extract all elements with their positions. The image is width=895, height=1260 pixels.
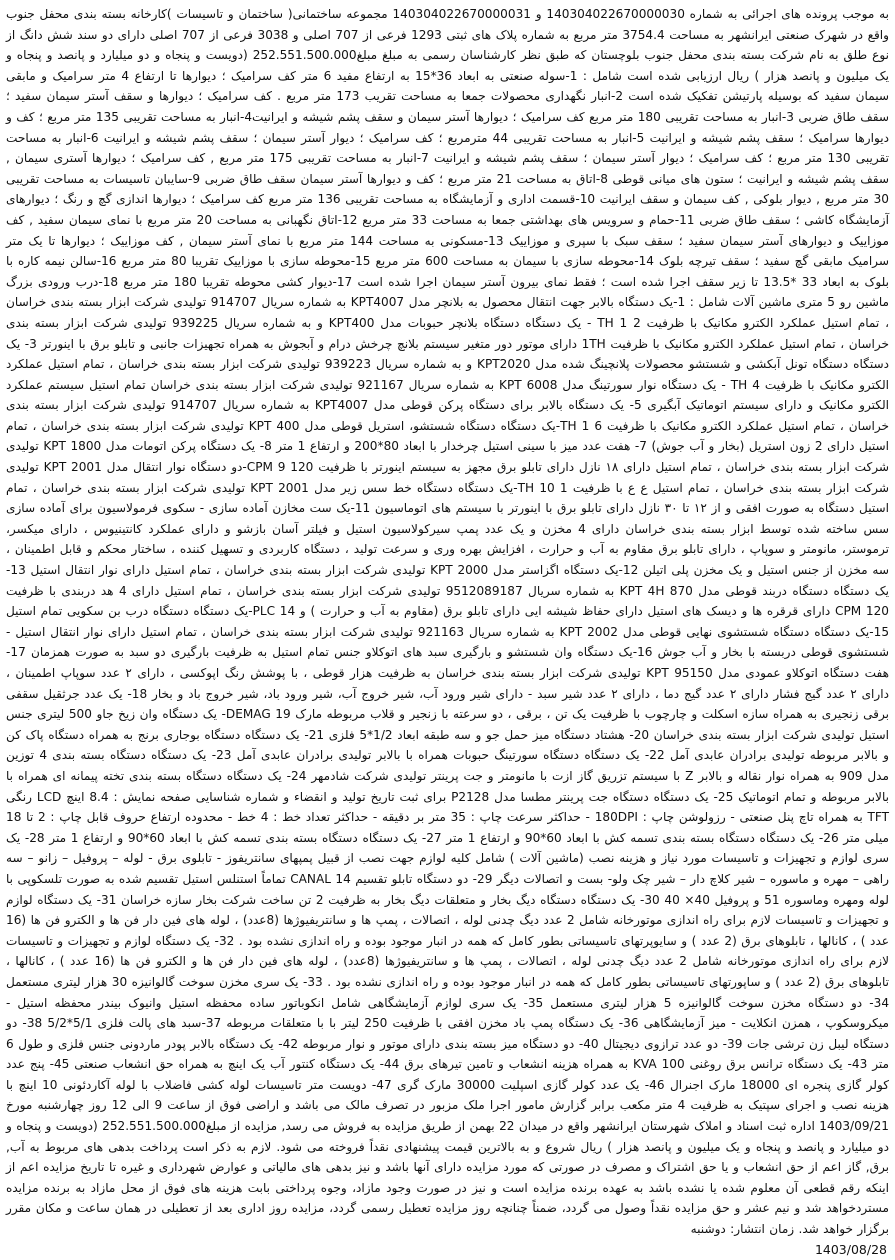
publication-date: 1403/08/28 [814,1241,887,1257]
auction-notice-text: به موجب پرونده های اجرائی به شماره 140304022670000030 و 140304022670000031 مجموعه ساختمانی( ساختمان و تاسیسات )کارخانه بسته بندی محفل جنوب واقع در شهرک صنعتی ایرانشهر به مساحت 3754.4 متر مربع به شماره پلاک های ثبتی 1293 فرعی از 707 اصلی و 3038 فرعی از 707 اصلی دارای دو سند شش دانگ از نوع طلق به نام شرکت بسته بندی محفل جنوب بلوچستان که طبق نظر کارشناسان رسمی به مبلغ مبلغ252.551.500.000 (دویست و پنجاه و دو میلیارد و پانصد و پنجاه و یک میلیون و پانصد هزار ) ریال ارزیابی شده است شامل : 1-سوله صنعتی به ابعاد 36*15 به ارتفاع مفید 6 متر کف سرامیک ؛ دیوارها تا ارتفاع 4 متر سرامیک و مابقی سیمان سفید که بوسیله پارتیشن تفکیک شده است 2-انبار نگهداری محصولات جمعا به مساحت تقریب 173 متر مربع . کف سرامیک ؛ دیوارها و سقف آستر سیمان سفید ؛ سقف طاق ضربی 3-انبار به مساحت تقریبی 180 متر مربع کف سرامیک ؛ دیوارها آستر سیمان و سقف پشم شیشه و ایرانیت4-انبار به مساحت تقریبی 135 متر مربع ؛ کف و دیوارها سرامیک ؛ سقف پشم شیشه و ایرانیت 5-انبار به مساحت تقریبی 44 مترمربع ؛ کف سرامیک ؛ دیوار آستر سیمان ؛ سقف پشم شیشه و ایرانیت 6-انبار به مساحت تقریبی 130 متر مربع ؛ کف سرامیک ؛ دیوار آستر سیمان ؛ سقف پشم شیشه و ایرانیت 7-انبار به مساحت تقریبی 175 متر مربع , کف سرامیک ؛ دیوارها آستری سیمان , سقف پشم شیشه و ایرانیت ؛ ستون های میانی قوطی 8-اتاق به مساحت 21 متر مربع ؛ کف و دیوارها آستر سیمان سقف طاق ضربی 9-سایبان تاسیسات به مساحت تقریبی 30 متر مربع , دیوار بلوکی , کف سیمان و سقف ایرانیت 10-قسمت اداری و آزمایشگاه به مساحت تقریبی 136 متر مربع کف سرامیک ؛ دیوارها اندازی گچ و رنگ ؛ دیوارهای آزمایشگاه کاشی ؛ سقف طاق ضربی 11-حمام و سرویس های بهداشتی جمعا به مساحت 33 متر مربع 12-اتاق نگهبانی به مساحت 20 متر مربع با نمای سیمان سفید , کف موزاییک و دیوارهای آستر سیمان سفید ؛ سقف سبک با سپری و موزاییک 13-مسکونی به مساحت 144 متر مربع با نمای آستر سیمان , کف موزاییک ؛ دیوارها تا یک متر سرامیک مابقی گچ سفید ؛ سقف تیرچه بلوک 14-محوطه سازی با سیمان به مساحت 600 متر مربع 15-محوطه سازی با موزاییک تقریبا 80 متر مربع 16-سالن نیمه کاره با بلوک به ابعاد 33 *13.5 تا زیر سقف اجرا شده است ؛ فقط نمای بیرون آستر سیمان اجرا شده است 17-دیوار کشی محوطه تقریبا 180 متر مربع 18-درب ورودی بزرگ ماشین رو 5 متری ماشین آلات شامل : 1-یک دستگاه بالابر جهت انتقال محصول به بلانچر مدل KPT4007 به شماره سریال 914707 تولیدی شرکت ابزار بسته بندی خراسان ، تمام استیل عملکرد الکترو مکانیک با ظرفیت 2 1 TH - یک دستگاه دستگاه بلانچر حبوبات مدل KPT400 و به شماره سریال 939225 تولیدی شرکت ابزار بسته بندی خراسان ، تمام استیل عملکرد الکترو مکانیک با ظرفیت 1TH دارای موتور دور متغیر سیستم بلانچ چرخش درام و آبجوش به همراه تجهیزات جانبی و تابلو برق با اینورتر 3- یک دستگاه دستگاه تونل آبکشی و شستشو محصولات پلانچینگ شده مدل KPT2020 و به شماره سریال 939223 تولیدی شرکت ابزار بسته بندی خراسان ، تمام استیل عملکرد الکترو مکانیک با ظرفیت 4 TH - یک دستگاه نوار سورتینگ مدل KPT 6008 به شماره سریال 921167 تولیدی شرکت ابزار بسته بندی خراسان تمام استیل سیستم عملکرد الکترو مکانیک و دارای سیستم اتوماتیک آبگیری 5- یک دستگاه بالابر برای دستگاه پرکن قوطی مدل KPT4007 به شماره سریال 914707 تولیدی شرکت ابزار بسته بندی خراسان ، تمام استیل عملکرد الکترو مکانیک با ظرفیت 6 1 TH-یک دستگاه دستگاه شستشو، استریل قوطی مدل KPT 400 تولیدی شرکت ابزار بسته بندی خراسان ، تمام استیل دارای 2 زون استریل (بخار و آب جوش) 7- هفت عدد میز با سینی استیل چرخدار با ابعاد 80*200 و ارتفاع 1 متر 8- یک دستگاه پرکن اتومات مدل KPT 1800 تولیدی شرکت ابزار بسته بندی خراسان ، تمام استیل دارای ۱۸ نازل دارای تابلو برق مجهز به سیستم اینورتر با ظرفیت CPM 9 120-دو دستگاه نوار انتقال مدل KPT 2001 تولیدی شرکت ابزار بسته بندی خراسان ، تمام استیل ع ع با ظرفیت TH 10 1-یک دستگاه دستگاه خط سس زیر مدل KPT 2001 تولیدی شرکت ابزار بسته بندی خراسان ، تمام استیل دستگاه به صورت افقی و از ۱۲ تا ۳۰ نازل دارای تابلو برق با اینورتر با سیستم های اتوماسیون 11-یک ست مخازن آماده سازی - سکوی فرمولاسیون برای آماده سازی سس ساخته شده توسط ابزار بسته بندی خراسان دارای 4 مخزن و یک عدد پمپ سیرکولاسیون استیل و فیلتر آسان بازشو و دارای عملکرد کانتینیوس ، دارای میکسر، ترموستر، مانومتر و سوپاپ ، دارای تابلو برق مقاوم به آب و حرارت ، افزایش بهره وری و سرعت تولید ، دستگاه کاربردی و تسهیل کننده ، ساختار محکم و قابل اطمینان ، سه مخزن از جنس استیل و یک مخزن پلی اتیلن 12-یک دستگاه اگزاستر مدل KPT 2000 تولیدی شرکت ابزار بسته بندی خراسان ، تمام استیل دارای نوار انتقال استیل 13-یک دستگاه دستگاه دربند قوطی مدل KPT 4H 870 به شماره سریال 9512089187 تولیدی شرکت ابزار بسته بندی خراسان ، تمام استیل دارای 4 هد دربندی با ظرفیت CPM 120 دارای قرقره ها و دیسک های استیل دارای حفاظ شیشه ایی دارای تابلو برق (مقاوم به آب و حرارت ) و PLC 14-یک دستگاه دستگاه درب بن سکویی تمام استیل 15-یک دستگاه دستگاه شستشوی نهایی قوطی مدل KPT 2002 به شماره سریال 921163 تولیدی شرکت ابزار بسته بندی خراسان ، تمام استیل دارای نوار انتقال استیل - شستشوی قوطی دربسته با بخار و آب جوش 16-یک دستگاه وان شستشو و بارگیری سبد های اتوکلاو جنس تمام استیل به ظرفیت بارگیری دو سبد به صورت همزمان 17- هفت دستگاه اتوکلاو عمودی مدل KPT 95150 تولیدی شرکت ابزار بسته بندی خراسان به ظرفیت هزار قوطی ، با پوشش رنگ اپوکسی ، دارای ۲ عدد سوپاپ اطمینان ، دارای ۲ عدد گیج فشار دارای ۲ عدد گیج دما ، دارای ۲ عدد شیر سبد - دارای شیر ورود آب، شیر خروج آب، شیر ورود باد، شیر خروج باد و بخار 18- یک عدد جرثقیل سقفی برقی زنجیری به همراه سازه اسکلت و چارچوب با ظرفیت یک تن ، برقی ، دو سرعته با زنجیر و قلاب مربوطه مارک DEMAG 19- یک دستگاه وان زیخ جاو 500 لیتری جنس استیل تولیدی شرکت ابزار بسته بندی خراسان 20- هشتاد دستگاه میز حمل جو و سه طبقه ابعاد 1/2*5 فلزی 21- یک دستگاه دستگاه بوجاری برنج به همراه دستگاه پاک کن و بالابر مربوطه تولیدی برادران عابدی آمل 22- یک دستگاه دستگاه سورتینگ حبوبات همراه با بالابر تولیدی برادران عابدی آمل 23- یک دستگاه دستگاه بسته بندی 4 توزین مدل 909 به همراه نوار نقاله و بالابر Z با سیستم تزریق گاز ازت با مانومتر و جت پرینتر تولیدی شرکت شادمهر 24- یک دستگاه دستگاه بسته بندی تخته پیمانه ای همراه با بالابر مربوطه و تمام اتوماتیک 25- یک دستگاه دستگاه جت پرینتر مطسا مدل P2128 برای ثبت تاریخ تولید و انقضاء و شماره شناسایی صفحه نمایش : 8.4 اینچ LCD رنگی TFT به همراه تاچ پنل صنعتی - رزولوشن چاپ : 180DPI - حداکثر سرعت چاپ : 35 متر بر دقیقه - حداکثر تعداد خط : 4 خط - محدوده ارتفاع حروف قابل چاپ : 2 تا 18 میلی متر 26- یک دستگاه دستگاه بسته بندی تسمه کش با ابعاد 60*90 و ارتفاع 1 متر 27- یک دستگاه دستگاه بسته بندی تسمه کش با ابعاد 60*90 و ارتفاع 1 متر 28- یک سری لوازم و تجهیزات و تاسیسات مورد نیاز و هزینه نصب (ماشین آلات ) شامل کلیه لوازم جهت نصب از قبیل پمپهای سانتریفوز - تابلوی برق - لوله – پروفیل – زانو – سه راهی – مهره و ماسوره – شیر کلاچ دار – شیر چک ولو- بست و اتصالات دیگر 29- دو دستگاه تابلو تقسیم CANAL 14 تماماً استنلس استیل تقسیم شده به صورت تلسکوپی با لوله ومهره وماسوره 51 و پروفیل 40× 40 30- یک دستگاه دستگاه دیگ بخار و متعلقات دیگ بخار به ظرفیت 2 تن ساخت شرکت بخار سازه خراسان 31- یک دستگاه لوازم و تجهیزات و تاسیسات لازم برای راه اندازی موتورخانه شامل 2 عدد دیگ چدنی لوله ، اتصالات ، پمپ ها و سانتریفیوژها (8عدد) ، لوله های فین دار فن ها و الکترو فن ها (16 عدد ) ، کانالها ، تابلوهای برق (2 عدد ) و سایوپرتهای تاسیساتی بطور کامل که همه در انبار موجود بوده و راه اندازی نشده بود . 32- یک دستگاه لوازم و تجهیزات و تاسیسات لازم برای راه اندازی موتورخانه شامل 2 عدد دیگ چدنی لوله ، اتصالات ، پمپ ها و سانتریفیوژها (8عدد) ، لوله های فین دار فن ها و الکترو فن ها (16 عدد ) ، کانالها ، تابلوهای برق (2 عدد ) و ساپورتهای تاسیساتی بطور کامل که همه در انبار موجود بوده و راه اندازی نشده بود . 33- یک سری مخزن سوخت گالوانیزه 30 هزار لیتری مستعمل 34- دو دستگاه مخزن سوخت گالوانیزه 5 هزار لیتری مستعمل 35- یک سری لوازم آزمایشگاهی شامل انکوباتور ساده محفظه استیل وانیوک بیندر محفظه استیل - میکروسکوپ ، همزن انکلایت - میز آزمایشگاهی 36- یک دستگاه پمپ باد مخزن افقی با ظرفیت 250 لیتر با با متعلقات مربوطه 37-سبد های پالت فلزی 5/1*5/2 38- دو دستگاه لیبل زن ترشی جات 39- دو عدد ترازوی دیجیتال 40- دو دستگاه میز بسته بندی دارای موتور و نوار مربوطه 42- یک دستگاه بالابر پودر ماردونی جنس فلزی و طول 6 متر 43- یک دستگاه ترانس برق روغنی KVA 100 به همراه هزینه انشعاب و تامین تیرهای برق 44- یک دستگاه کنتور آب یک اینچ به همراه حق انشعاب صنعتی 45- پنج عدد کولر گازی پنجره ای 18000 مارک اجنرال 46- یک عدد کولر گازی اسپلیت 30000 مارک گری 47- دویست متر تاسیسات لوله کشی فاضلاب با لوله آکاردئونی 10 اینچ با هزینه نصب و اجرای سپتیک به ظرفیت 4 متر مکعب برابر گزارش مامور اجرا ملک مزبور در تصرف مالک می باشد و اراضی فوق از ساعت 9 الی 12 روز چهارشنبه مورخ 1403/09/21 اداره ثبت اسناد و املاک شهرستان ایرانشهر واقع در میدان 22 بهمن از طریق مزایده به فروش می رسد, مزایده از مبلغ252.551.500.000 (دویست و پنجاه و دو میلیارد و پانصد و پنجاه و یک میلیون و پانصد هزار ) ریال شروع و به بالاترین قیمت پیشنهادی نقداً فروخته می شود. لازم به ذکر است پرداخت بدهی های مربوط به آب, برق, گاز اعم از حق انشعاب و یا حق اشتراک و مصرف در صورتی که مورد مزایده دارای آنها باشد و نیز بدهی های مالیاتی و عوارض شهرداری و غیره تا تاریخ مزایده اعم از اینکه رقم قطعی آن معلوم شده یا نشده باشد به عهده برنده مزایده است و نیز در صورت وجود مازاد، وجوه پرداختی بابت هزینه های فوق از محل مازاد به برنده مزایده مستردخواهد شد و نیم عشر و حق مزایده نقداً وصول می گردد، ضمناً چنانچه روز مزایده تعطیل رسمی گردد، مزایده روز اداری بعد از تعطیلی در همان ساعت و مکان مقرر برگزار خواهد شد. زمان انتشار: دوشنبه [6,7,890,1237]
document-page [6,4,890,1257]
